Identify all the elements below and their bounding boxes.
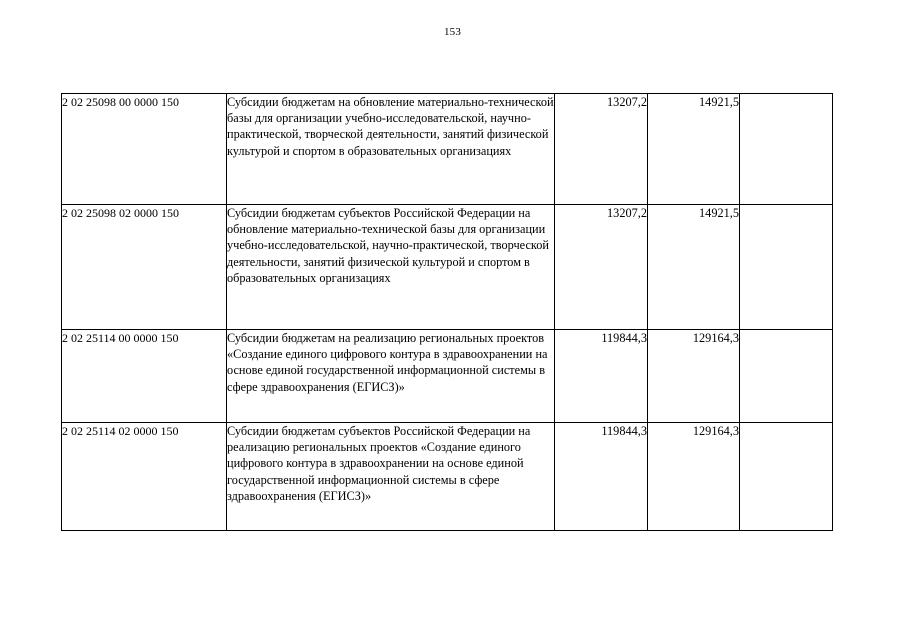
budget-table [61,93,833,531]
budget-description: Субсидии бюджетам на реализацию региональных проектов «Создание единого цифрового контура в здравоохранении на основе единой государственной информационной системы в сфере здравоохранения (ЕГИСЗ)» [227,330,555,423]
budget-description: Субсидии бюджетам субъектов Российской Федерации на реализацию региональных проектов «Создание единого цифрового контура в здравоохранении на основе единой государственной информационной системы в сфере здравоохранения (ЕГИСЗ)» [227,423,555,531]
value-column-3 [740,94,833,205]
budget-code: 2 02 25098 02 0000 150 [62,205,227,330]
table-row [62,423,833,531]
value-column-1: 119844,3 [555,423,648,531]
value-column-3 [740,330,833,423]
budget-code: 2 02 25114 02 0000 150 [62,423,227,531]
value-column-1: 13207,2 [555,205,648,330]
value-column-1: 119844,3 [555,330,648,423]
value-column-2: 129164,3 [648,330,740,423]
value-column-3 [740,205,833,330]
budget-description: Субсидии бюджетам субъектов Российской Федерации на обновление материально-технической базы для организации учебно-исследовательской, научно-практической, творческой деятельности, занятий физической культурой и спортом в образовательных организациях [227,205,555,330]
value-column-2: 14921,5 [648,205,740,330]
page-number: 153 [443,26,462,38]
value-column-1: 13207,2 [555,94,648,205]
table-row [62,94,833,205]
budget-code: 2 02 25098 00 0000 150 [62,94,227,205]
value-column-2: 129164,3 [648,423,740,531]
budget-description: Субсидии бюджетам на обновление материально-технической базы для организации учебно-исследовательской, научно-практической, творческой деятельности, занятий физической культурой и спортом в образовательных организациях [227,94,555,205]
table-row [62,330,833,423]
table-row [62,205,833,330]
budget-code: 2 02 25114 00 0000 150 [62,330,227,423]
value-column-2: 14921,5 [648,94,740,205]
value-column-3 [740,423,833,531]
